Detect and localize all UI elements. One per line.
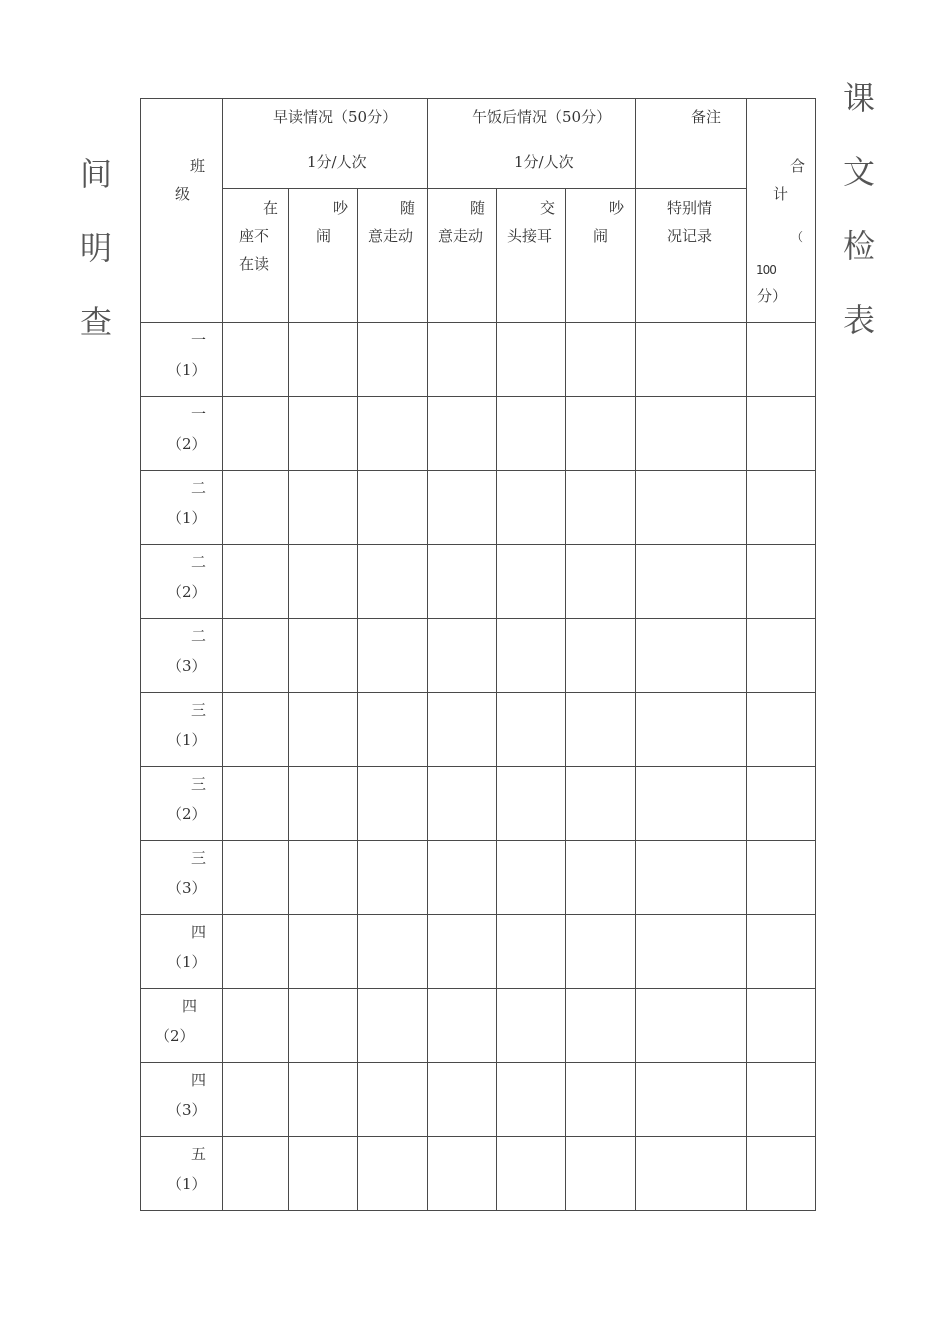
score-cell[interactable]	[358, 915, 428, 989]
score-cell[interactable]	[566, 767, 636, 841]
total-cell[interactable]	[747, 397, 816, 471]
score-cell[interactable]	[497, 989, 566, 1063]
grade-label: 四	[191, 923, 207, 941]
sub-header-cell	[358, 189, 428, 323]
score-cell[interactable]	[358, 397, 428, 471]
score-cell[interactable]	[223, 545, 289, 619]
score-cell[interactable]	[428, 693, 497, 767]
class-number: （3）	[167, 657, 207, 675]
sub-header-line: 随	[400, 199, 416, 217]
score-cell[interactable]	[358, 767, 428, 841]
score-cell[interactable]	[358, 1137, 428, 1211]
score-cell[interactable]	[428, 471, 497, 545]
score-cell[interactable]	[289, 545, 358, 619]
score-cell[interactable]	[223, 1063, 289, 1137]
score-cell[interactable]	[358, 471, 428, 545]
class-header-cell	[141, 99, 223, 323]
left-title-char: 查	[80, 303, 113, 341]
sub-header-cell	[636, 189, 747, 323]
class-cell	[141, 471, 223, 545]
table-row	[141, 619, 816, 693]
total-cell[interactable]	[747, 841, 816, 915]
score-cell[interactable]	[497, 471, 566, 545]
total-char: 合	[790, 157, 806, 175]
score-cell[interactable]	[428, 841, 497, 915]
class-number: （1）	[167, 509, 207, 527]
score-cell[interactable]	[358, 693, 428, 767]
score-cell[interactable]	[566, 841, 636, 915]
sub-header-cell	[566, 189, 636, 323]
total-cell[interactable]	[747, 989, 816, 1063]
sub-header-line: 在读	[239, 255, 270, 273]
inspection-table	[140, 98, 816, 1211]
class-number: （2）	[167, 805, 207, 823]
remarks-cell[interactable]	[636, 989, 747, 1063]
remarks-cell[interactable]	[636, 693, 747, 767]
score-cell[interactable]	[566, 545, 636, 619]
score-cell[interactable]	[497, 619, 566, 693]
score-cell[interactable]	[289, 767, 358, 841]
score-cell[interactable]	[428, 915, 497, 989]
total-cell[interactable]	[747, 471, 816, 545]
left-title-char: 间	[80, 155, 113, 193]
remarks-cell[interactable]	[636, 1063, 747, 1137]
score-cell[interactable]	[428, 397, 497, 471]
class-cell	[141, 767, 223, 841]
score-cell[interactable]	[223, 619, 289, 693]
class-header-char: 级	[175, 185, 191, 203]
total-cell[interactable]	[747, 323, 816, 397]
sub-header-line: 特别情	[667, 199, 713, 217]
table-row	[141, 1137, 816, 1211]
right-title-char: 表	[843, 301, 876, 339]
remarks-cell[interactable]	[636, 1137, 747, 1211]
sub-header-cell	[289, 189, 358, 323]
score-cell[interactable]	[428, 323, 497, 397]
class-cell	[141, 915, 223, 989]
total-char: 分）	[757, 287, 788, 305]
score-cell[interactable]	[497, 1063, 566, 1137]
class-number: （2）	[155, 1027, 195, 1045]
score-cell[interactable]	[223, 471, 289, 545]
score-cell[interactable]	[289, 397, 358, 471]
sub-header-line: 吵	[333, 199, 349, 217]
score-cell[interactable]	[497, 545, 566, 619]
score-cell[interactable]	[428, 989, 497, 1063]
grade-label: 四	[182, 997, 198, 1015]
score-cell[interactable]	[223, 397, 289, 471]
total-header-cell	[747, 99, 816, 323]
sub-header-line: 闹	[316, 227, 332, 245]
class-number: （3）	[167, 1101, 207, 1119]
remarks-cell[interactable]	[636, 471, 747, 545]
score-cell[interactable]	[289, 915, 358, 989]
noon-title: 午饭后情况（50分）	[472, 108, 612, 126]
grade-label: 一	[191, 405, 207, 423]
total-cell[interactable]	[747, 1063, 816, 1137]
sub-header-line: 座不	[239, 227, 270, 245]
score-cell[interactable]	[566, 693, 636, 767]
class-number: （1）	[167, 953, 207, 971]
remarks-cell[interactable]	[636, 397, 747, 471]
total-char: 计	[773, 185, 789, 203]
remarks-cell[interactable]	[636, 767, 747, 841]
score-cell[interactable]	[497, 915, 566, 989]
grade-label: 二	[191, 553, 207, 571]
class-cell	[141, 693, 223, 767]
total-points: 100	[756, 263, 776, 277]
score-cell[interactable]	[223, 989, 289, 1063]
table-row	[141, 693, 816, 767]
score-cell[interactable]	[497, 323, 566, 397]
score-cell[interactable]	[358, 1063, 428, 1137]
table-row	[141, 767, 816, 841]
morning-title: 早读情况（50分）	[273, 108, 398, 126]
remarks-title: 备注	[691, 108, 722, 126]
class-cell	[141, 397, 223, 471]
sub-header-cell	[428, 189, 497, 323]
class-cell	[141, 619, 223, 693]
score-cell[interactable]	[223, 841, 289, 915]
score-cell[interactable]	[358, 545, 428, 619]
class-cell	[141, 1137, 223, 1211]
sub-header-line: 吵	[609, 199, 625, 217]
class-cell	[141, 1063, 223, 1137]
class-cell	[141, 989, 223, 1063]
score-cell[interactable]	[497, 397, 566, 471]
sub-header-line: 况记录	[667, 227, 713, 245]
score-cell[interactable]	[289, 619, 358, 693]
score-cell[interactable]	[289, 1063, 358, 1137]
score-cell[interactable]	[358, 323, 428, 397]
score-cell[interactable]	[566, 915, 636, 989]
score-cell[interactable]	[566, 989, 636, 1063]
grade-label: 二	[191, 479, 207, 497]
score-cell[interactable]	[289, 1137, 358, 1211]
class-number: （2）	[167, 583, 207, 601]
score-cell[interactable]	[358, 841, 428, 915]
table-row	[141, 323, 816, 397]
score-cell[interactable]	[566, 397, 636, 471]
score-cell[interactable]	[358, 619, 428, 693]
score-cell[interactable]	[497, 1137, 566, 1211]
total-cell[interactable]	[747, 1137, 816, 1211]
score-cell[interactable]	[566, 471, 636, 545]
score-cell[interactable]	[289, 471, 358, 545]
sub-header-line: 随	[470, 199, 486, 217]
table-row	[141, 1063, 816, 1137]
class-header-char: 班	[190, 157, 206, 175]
table-row	[141, 989, 816, 1063]
grade-label: 二	[191, 627, 207, 645]
class-cell	[141, 323, 223, 397]
remarks-cell[interactable]	[636, 915, 747, 989]
table-row	[141, 841, 816, 915]
morning-header-cell	[223, 99, 428, 189]
noon-header-cell	[428, 99, 636, 189]
sub-header-line: 闹	[593, 227, 609, 245]
score-cell[interactable]	[428, 767, 497, 841]
class-number: （2）	[167, 435, 207, 453]
score-cell[interactable]	[566, 1137, 636, 1211]
morning-sub: 1分/人次	[307, 153, 367, 171]
score-cell[interactable]	[358, 989, 428, 1063]
sub-header-line: 在	[263, 199, 279, 217]
total-cell[interactable]	[747, 693, 816, 767]
grade-label: 三	[191, 775, 207, 793]
sub-header-cell	[497, 189, 566, 323]
sub-header-line: 头接耳	[507, 227, 553, 245]
grade-label: 三	[191, 849, 207, 867]
score-cell[interactable]	[428, 1137, 497, 1211]
remarks-cell[interactable]	[636, 619, 747, 693]
score-cell[interactable]	[566, 619, 636, 693]
score-cell[interactable]	[428, 545, 497, 619]
remarks-cell[interactable]	[636, 545, 747, 619]
total-char: （	[791, 230, 804, 244]
class-number: （3）	[167, 879, 207, 897]
right-title-char: 课	[843, 79, 876, 117]
score-cell[interactable]	[223, 767, 289, 841]
score-cell[interactable]	[223, 323, 289, 397]
table-row	[141, 471, 816, 545]
score-cell[interactable]	[428, 619, 497, 693]
table-row	[141, 397, 816, 471]
score-cell[interactable]	[289, 323, 358, 397]
left-title-char: 明	[80, 229, 113, 267]
class-number: （1）	[167, 1175, 207, 1193]
score-cell[interactable]	[289, 693, 358, 767]
header-row-sub	[141, 189, 816, 323]
total-cell[interactable]	[747, 545, 816, 619]
total-cell[interactable]	[747, 915, 816, 989]
total-cell[interactable]	[747, 767, 816, 841]
total-cell[interactable]	[747, 619, 816, 693]
sub-header-line: 交	[540, 199, 556, 217]
score-cell[interactable]	[289, 989, 358, 1063]
grade-label: 五	[191, 1145, 207, 1163]
class-cell	[141, 545, 223, 619]
header-row-top	[141, 99, 816, 189]
class-number: （1）	[167, 731, 207, 749]
score-cell[interactable]	[223, 1137, 289, 1211]
grade-label: 三	[191, 701, 207, 719]
score-cell[interactable]	[223, 693, 289, 767]
score-cell[interactable]	[566, 323, 636, 397]
noon-sub: 1分/人次	[514, 153, 574, 171]
grade-label: 一	[191, 331, 207, 349]
right-title-char: 检	[843, 227, 876, 265]
remarks-cell[interactable]	[636, 841, 747, 915]
sub-header-line: 意走动	[438, 227, 484, 245]
score-cell[interactable]	[566, 1063, 636, 1137]
right-title-char: 文	[843, 153, 876, 191]
sub-header-line: 意走动	[368, 227, 414, 245]
score-cell[interactable]	[223, 915, 289, 989]
score-cell[interactable]	[497, 767, 566, 841]
score-cell[interactable]	[497, 841, 566, 915]
class-number: （1）	[167, 361, 207, 379]
sub-header-cell	[223, 189, 289, 323]
grade-label: 四	[191, 1071, 207, 1089]
score-cell[interactable]	[289, 841, 358, 915]
remarks-header-cell	[636, 99, 747, 189]
score-cell[interactable]	[428, 1063, 497, 1137]
table-row	[141, 915, 816, 989]
class-cell	[141, 841, 223, 915]
remarks-cell[interactable]	[636, 323, 747, 397]
score-cell[interactable]	[497, 693, 566, 767]
table-row	[141, 545, 816, 619]
